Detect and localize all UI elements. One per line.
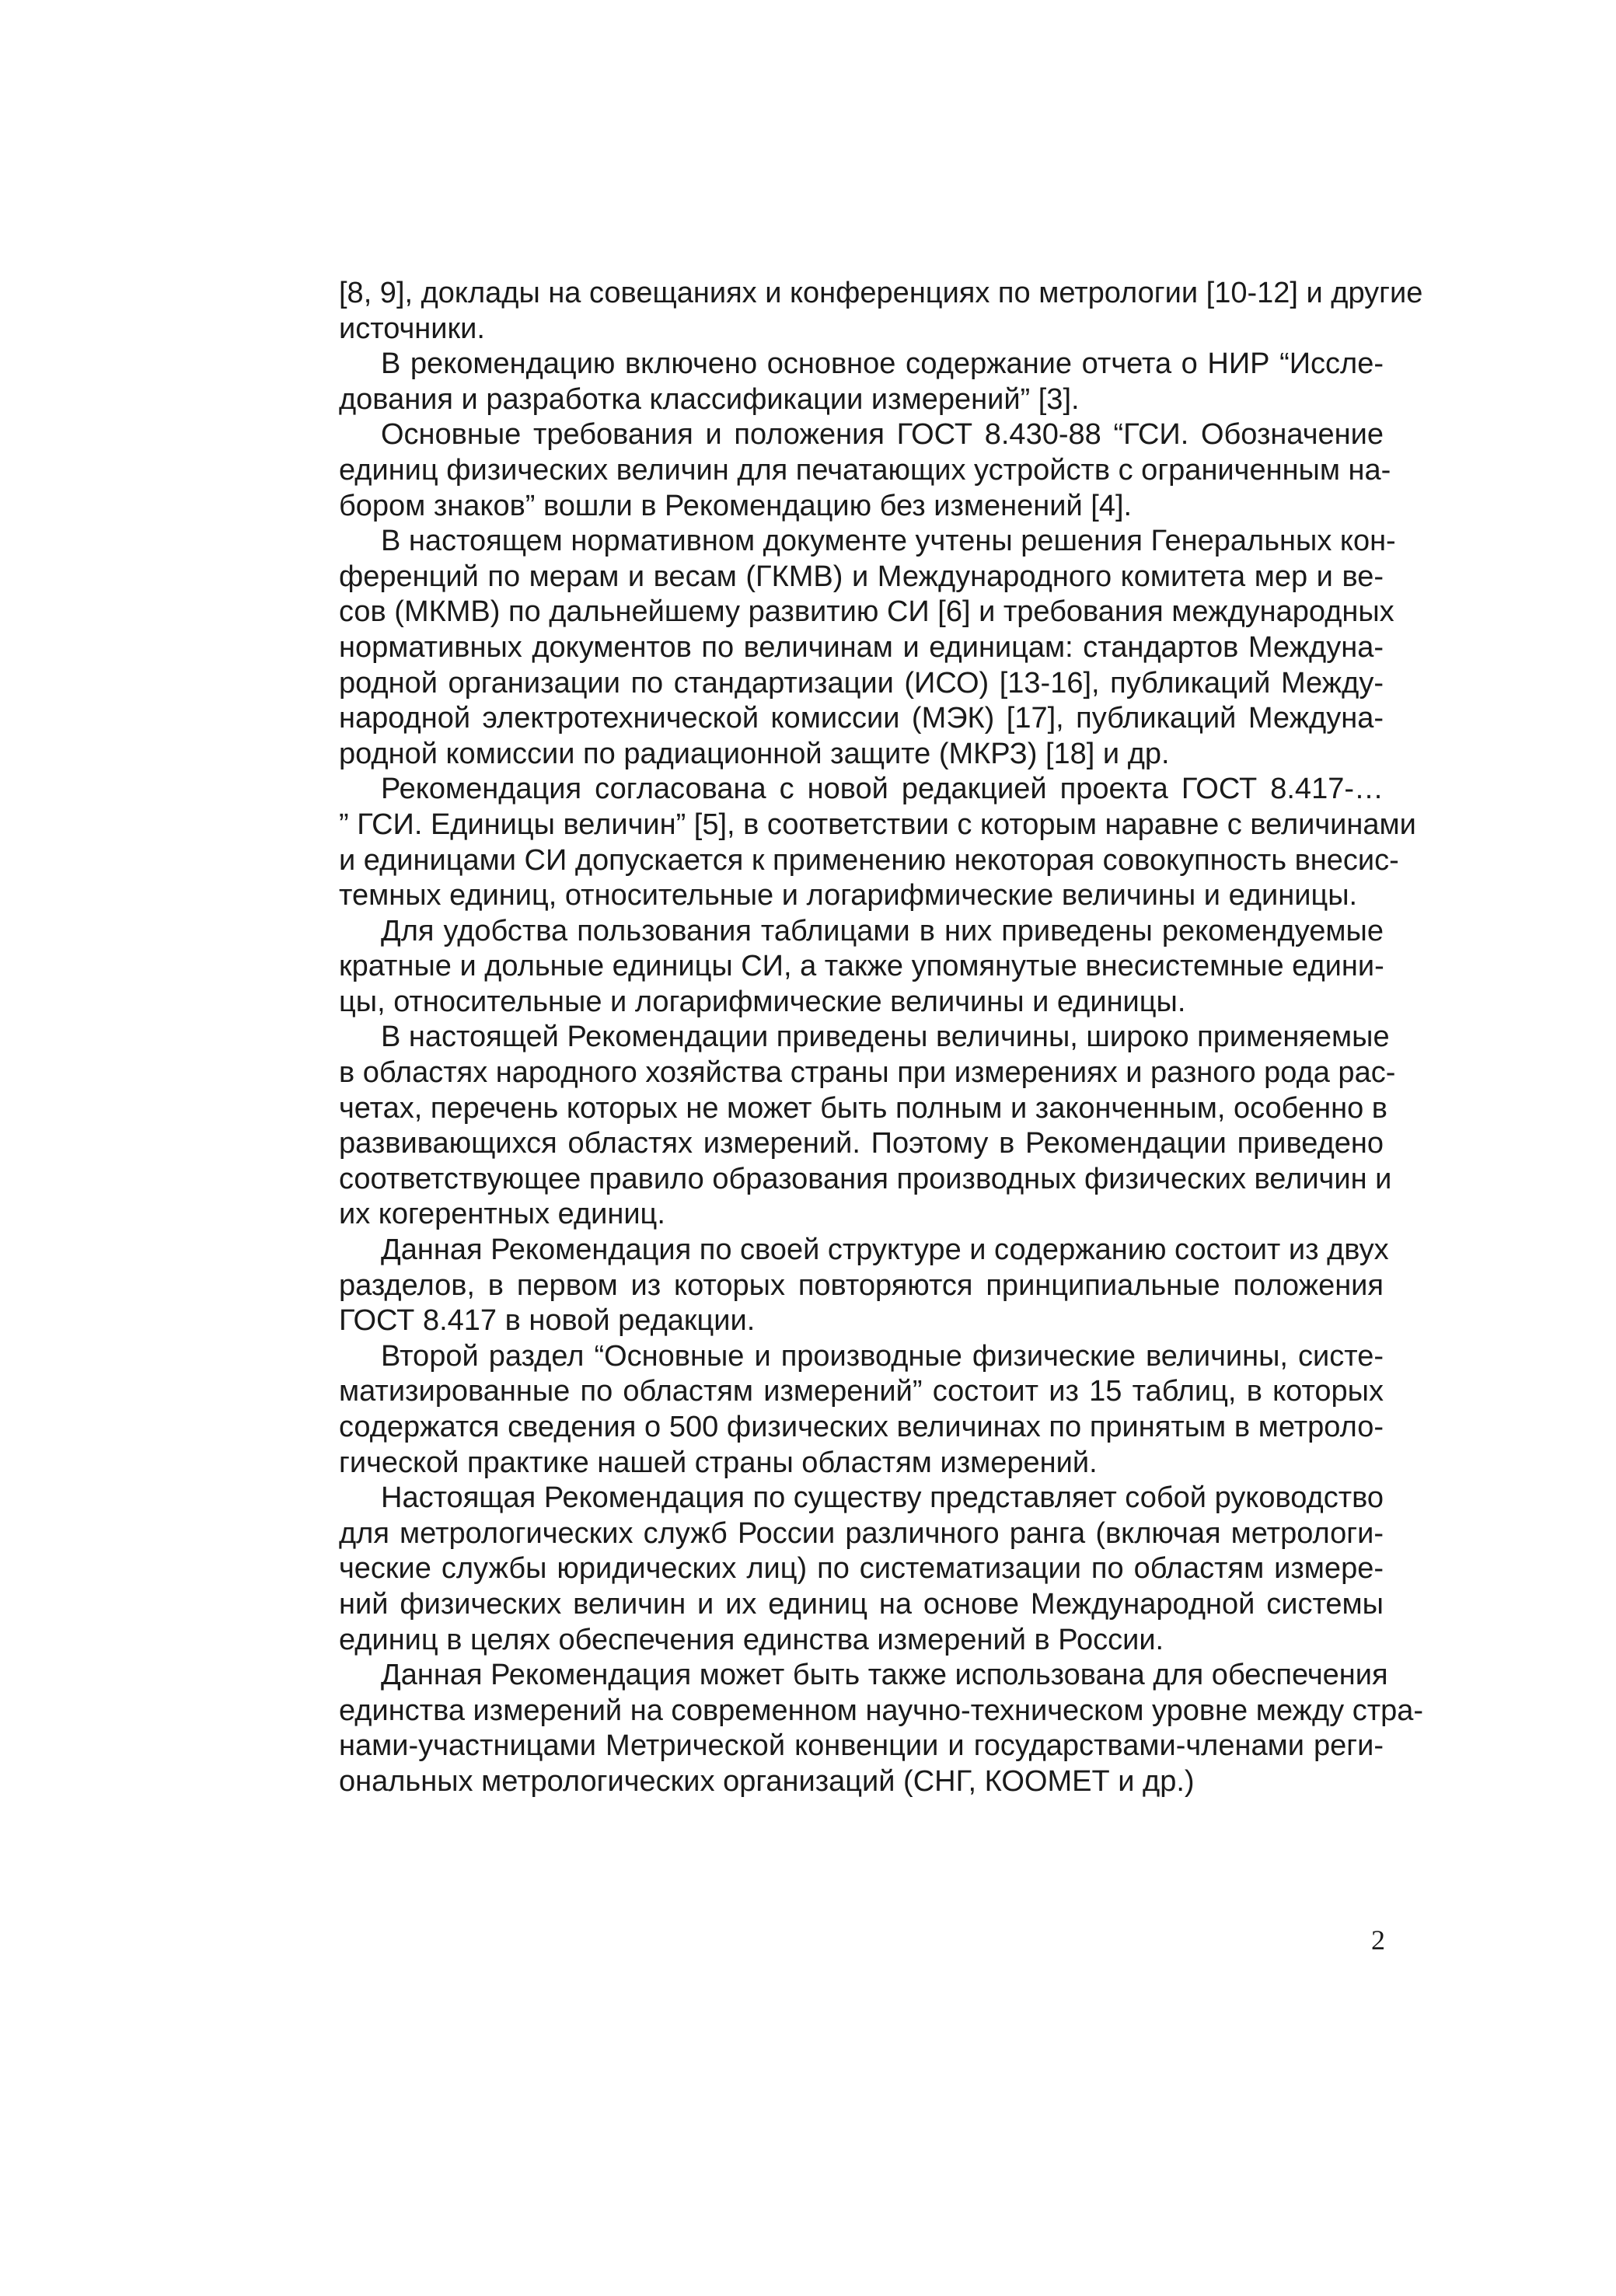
text-line: для метрологических служб России различного ранга (включая метрологи- xyxy=(339,1516,1384,1550)
text-line: ” ГСИ. Единицы величин” [5], в соответствии с которым наравне с величинами xyxy=(339,808,1416,841)
text-line: родной комиссии по радиационной защите (МКРЗ) [18] и др. xyxy=(339,737,1170,770)
page-number: 2 xyxy=(1371,1924,1385,1956)
text-line: В настоящем нормативном документе учтены решения Генеральных кон- xyxy=(381,525,1396,558)
paragraph xyxy=(339,347,1384,417)
text-line: нормативных документов по величинам и единицам: стандартов Междуна- xyxy=(339,630,1384,664)
paragraph xyxy=(339,276,1423,347)
text-line: Данная Рекомендация может быть также использована для обеспечения xyxy=(381,1659,1388,1692)
text-line: и единицами СИ допускается к применению некоторая совокупность внесис- xyxy=(339,843,1399,877)
body-text xyxy=(339,276,1424,1800)
text-line: соответствующее правило образования производных физических величин и xyxy=(339,1162,1392,1195)
text-line: бором знаков” вошли в Рекомендацию без изменений [4]. xyxy=(339,489,1133,522)
paragraph xyxy=(339,1658,1424,1799)
paragraph xyxy=(339,1020,1396,1233)
text-line: сов (МКМВ) по дальнейшему развитию СИ [6] и требования международных xyxy=(339,595,1394,629)
paragraph xyxy=(339,914,1384,1021)
text-line: в областях народного хозяйства страны при измерениях и разного рода рас- xyxy=(339,1056,1396,1090)
text-line: ференций по мерам и весам (ГКМВ) и Международного комитета мер и ве- xyxy=(339,560,1384,593)
text-line: единства измерений на современном научно-техническом уровне между стра- xyxy=(339,1694,1424,1727)
paragraph xyxy=(339,1481,1384,1658)
text-line: цы, относительные и логарифмические величины и единицы. xyxy=(339,985,1186,1018)
paragraph xyxy=(339,417,1391,524)
text-line: содержатся сведения о 500 физических величинах по принятым в метроло- xyxy=(339,1411,1384,1443)
paragraph xyxy=(339,772,1416,913)
text-line: единиц физических величин для печатающих устройств с ограниченным на- xyxy=(339,453,1391,487)
text-line: Для удобства пользования таблицами в них приведены рекомендуемые xyxy=(381,914,1384,947)
text-line: [8, 9], доклады на совещаниях и конференциях по метрологии [10-12] и другие xyxy=(339,277,1423,309)
text-line: четах, перечень которых не может быть полным и законченным, особенно в xyxy=(339,1091,1387,1125)
paragraph xyxy=(339,1233,1389,1339)
text-line: Второй раздел “Основные и производные физические величины, систе- xyxy=(381,1339,1384,1373)
text-line: Основные требования и положения ГОСТ 8.430-88 “ГСИ. Обозначение xyxy=(381,418,1384,452)
text-line: матизированные по областям измерений” состоит из 15 таблиц, в которых xyxy=(339,1375,1384,1408)
text-line: родной организации по стандартизации (ИСО) [13-16], публикаций Между- xyxy=(339,666,1384,700)
text-line: темных единиц, относительные и логарифмические величины и единицы. xyxy=(339,879,1358,912)
text-line: народной электротехнической комиссии (МЭК) [17], публикаций Междуна- xyxy=(339,702,1384,735)
text-line: гической практике нашей страны областям измерений. xyxy=(339,1446,1098,1479)
text-line: ний физических величин и их единиц на основе Международной системы xyxy=(339,1587,1384,1621)
text-line: источники. xyxy=(339,312,485,345)
text-line: разделов, в первом из которых повторяются принципиальные положения xyxy=(339,1268,1384,1302)
paragraph xyxy=(339,524,1396,772)
text-line: ГОСТ 8.417 в новой редакции. xyxy=(339,1304,756,1338)
text-line: Рекомендация согласована с новой редакцией проекта ГОСТ 8.417-… xyxy=(381,773,1384,806)
text-line: ческие службы юридических лиц) по систематизации по областям измере- xyxy=(339,1552,1384,1586)
text-line: ональных метрологических организаций (СНГ, КООМЕТ и др.) xyxy=(339,1764,1195,1798)
paragraph xyxy=(339,1339,1384,1481)
text-line: В рекомендацию включено основное содержание отчета о НИР “Иссле- xyxy=(381,347,1384,381)
text-line: их когерентных единиц. xyxy=(339,1198,665,1231)
text-line: единиц в целях обеспечения единства измерений в России. xyxy=(339,1623,1164,1656)
text-line: Данная Рекомендация по своей структуре и содержанию состоит из двух xyxy=(381,1233,1389,1267)
text-line: кратные и дольные единицы СИ, а также упомянутые внесистемные едини- xyxy=(339,950,1384,983)
text-line: нами-участницами Метрической конвенции и государствами-членами реги- xyxy=(339,1729,1384,1763)
text-line: развивающихся областях измерений. Поэтому в Рекомендации приведено xyxy=(339,1127,1384,1160)
text-line: В настоящей Рекомендации приведены величины, широко применяемые xyxy=(381,1021,1390,1054)
text-line: Настоящая Рекомендация по существу представляет собой руководство xyxy=(381,1481,1384,1515)
text-line: дования и разработка классификации измерений” [3]. xyxy=(339,382,1080,416)
